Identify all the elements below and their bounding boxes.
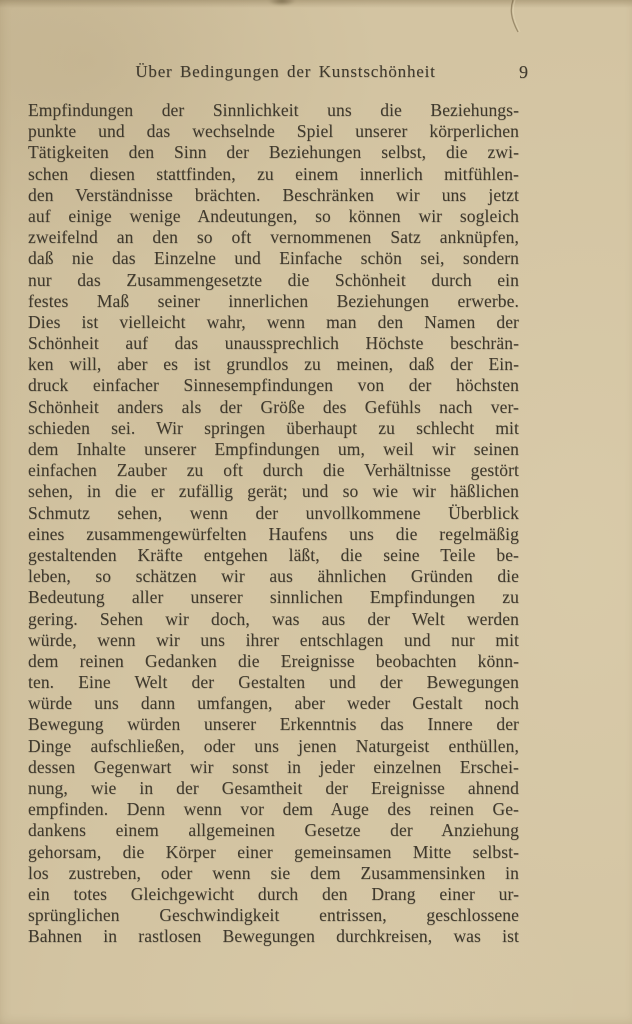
text-line: Bedeutung aller unserer sinnlichen Empfindungen zu xyxy=(28,587,519,608)
text-line: dem Inhalte unserer Empfindungen um, weil wir seinen xyxy=(28,439,519,459)
text-line: sprünglichen Geschwindigkeit entrissen, geschlossene xyxy=(28,905,519,926)
paper-crease-mark xyxy=(498,0,530,36)
text-block xyxy=(28,100,519,948)
text-line: gering. Sehen wir doch, was aus der Welt werden xyxy=(28,608,519,629)
text-line: schen diesen stattfinden, zu einem innerlich mitfühlen- xyxy=(28,163,519,184)
text-line: Schönheit auf das unaussprechlich Höchste beschrän- xyxy=(28,333,519,354)
text-line: Tätigkeiten den Sinn der Beziehungen selbst, die zwi- xyxy=(28,142,519,163)
text-line: ten. Eine Welt der Gestalten und der Bewegungen xyxy=(28,672,519,693)
text-line: los zustreben, oder wenn sie dem Zusammensinken in xyxy=(28,862,519,883)
text-line: ein totes Gleichgewicht durch den Drang einer ur- xyxy=(28,883,519,904)
text-line: Dies ist vielleicht wahr, wenn man den Namen der xyxy=(28,311,519,332)
text-line: daß nie das Einzelne und Einfache schön sei, sondern xyxy=(28,248,519,269)
text-line: sehen, in die er zufällig gerät; und so wie wir häßlichen xyxy=(28,481,519,502)
running-head xyxy=(28,60,528,84)
text-line: gestaltenden Kräfte entgehen läßt, die seine Teile be- xyxy=(28,544,519,565)
text-line: würde, wenn wir uns ihrer entschlagen und nur mit xyxy=(28,629,519,650)
text-line: festes Maß seiner innerlichen Beziehungen erwerbe. xyxy=(28,290,519,311)
text-line: einfachen Zauber zu oft durch die Verhältnisse gestört xyxy=(28,460,519,481)
text-line: nung, wie in der Gesamtheit der Ereignisse ahnend xyxy=(28,778,519,798)
text-line: würde uns dann umfangen, aber weder Gestalt noch xyxy=(28,693,519,714)
text-line: empfinden. Denn wenn vor dem Auge des reinen Ge- xyxy=(28,799,519,820)
text-line: den Verständnisse brächten. Beschränken wir uns jetzt xyxy=(28,184,519,205)
text-line: auf einige wenige Andeutungen, so können wir sogleich xyxy=(28,205,519,226)
text-line: Dinge aufschließen, oder uns jenen Naturgeist enthüllen, xyxy=(28,735,519,756)
text-line: punkte und das wechselnde Spiel unserer körperlichen xyxy=(28,121,519,142)
text-line: nur das Zusammengesetzte die Schönheit durch ein xyxy=(28,269,519,290)
text-line: ken will, aber es ist grundlos zu meinen, daß der Ein- xyxy=(28,354,519,375)
text-line: dem reinen Gedanken die Ereignisse beobachten könn- xyxy=(28,650,519,671)
text-line: zweifelnd an den so oft vernommenen Satz anknüpfen, xyxy=(28,227,519,248)
text-line: Schönheit anders als der Größe des Gefühls nach ver- xyxy=(28,396,519,417)
text-line: dessen Gegenwart wir sonst in jeder einzelnen Erschei- xyxy=(28,756,519,777)
text-line: Schmutz sehen, wenn der unvollkommene Überblick xyxy=(28,502,519,523)
text-line: schieden sei. Wir springen überhaupt zu schlecht mit xyxy=(28,417,519,438)
text-line: Bewegung würden unserer Erkenntnis das Innere der xyxy=(28,714,519,735)
smudge-mark xyxy=(268,0,296,6)
text-line: Empfindungen der Sinnlichkeit uns die Beziehungs- xyxy=(28,100,519,120)
running-title: Über Bedingungen der Kunstschönheit xyxy=(135,62,436,81)
text-line: eines zusammengewürfelten Haufens uns die regelmäßig xyxy=(28,523,519,544)
text-line: Bahnen in rastlosen Bewegungen durchkreisen, was ist xyxy=(28,926,519,947)
text-line: leben, so schätzen wir aus ähnlichen Gründen die xyxy=(28,566,519,587)
page-number: 9 xyxy=(519,62,528,82)
text-line: druck einfacher Sinnesempfindungen von der höchsten xyxy=(28,375,519,396)
text-line: gehorsam, die Körper einer gemeinsamen Mitte selbst- xyxy=(28,841,519,862)
text-line: dankens einem allgemeinen Gesetze der Anziehung xyxy=(28,820,519,841)
